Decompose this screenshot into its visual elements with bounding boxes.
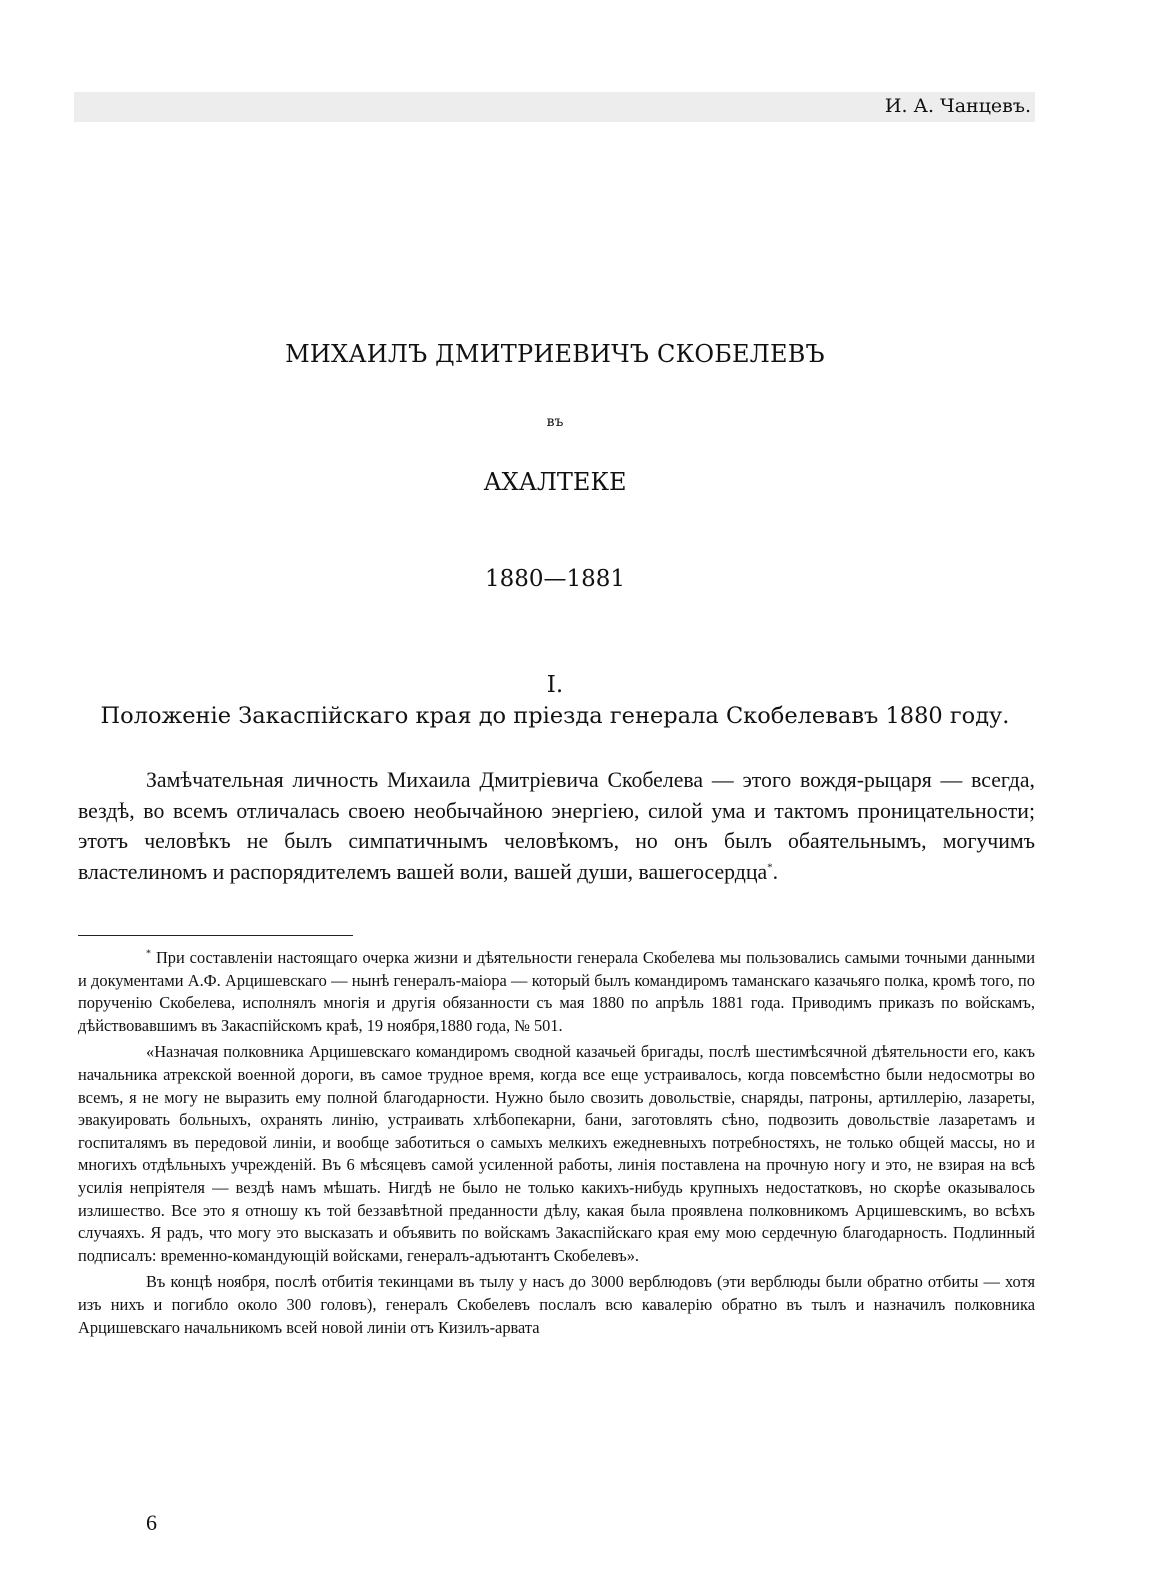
- footnote-divider: [78, 935, 353, 936]
- body-paragraph-text: Замѣчательная личность Михаила Дмитріевича Скобелева — этого вождя-рыцаря — всегда, вездѣ, во всемъ отличалась своею необычайною энергіею, силой ума и тактомъ проницательности; этотъ человѣкъ не былъ симпатичнымъ человѣкомъ, но онъ былъ обаятельнымъ, могучимъ властелиномъ и распорядителемъ вашей воли, вашей души, вашегосердца: [78, 768, 1035, 884]
- header-author: И. А. Чанцевъ.: [884, 95, 1031, 117]
- running-header: [74, 92, 1035, 122]
- footnote-mark: *: [146, 948, 151, 960]
- title-conjunction: въ: [546, 414, 564, 430]
- footnote-text: При составленіи настоящаго очерка жизни и дѣятельности генерала Скобелева мы пользовались самыми точными данными и документами А.Ф. Арцишевскаго — нынѣ генералъ-маіора — который былъ командиромъ таманскаго казачьяго полка, кромѣ того, по порученію Скобелева, исполнялъ многія и другія обязанности съ мая 1880 по апрѣль 1881 года. Приводимъ приказъ по войскамъ, дѣйствовавшимъ въ Закаспійскомъ краѣ, 19 ноября,1880 года, № 501.: [78, 948, 1035, 1035]
- footnote-paragraph: Въ концѣ ноября, послѣ отбитія текинцами въ тылу у насъ до 3000 верблюдовъ (эти верблюды были обратно отбиты — хотя изъ нихъ и погибло около 300 головъ), генералъ Скобелевъ послалъ всю кавалерію обратно въ тылъ и назначилъ полковника Арцишевскаго начальникомъ всей новой линіи отъ Кизилъ-арвата: [78, 1272, 1035, 1337]
- body-paragraph-end: .: [772, 859, 779, 884]
- footnote-paragraph: [78, 947, 1035, 1037]
- body-paragraph: [78, 765, 1035, 887]
- chapter-number: I.: [546, 672, 564, 698]
- page-number: 6: [146, 1510, 157, 1535]
- title-place: АХАЛТЕКЕ: [483, 468, 627, 496]
- chapter-title: Положеніе Закаспійскаго края до пріезда генерала Скобелевавъ 1880 году.: [100, 703, 1010, 729]
- footnotes: [78, 947, 1035, 1343]
- footnote-paragraph: «Назначая полковника Арцишевскаго командиромъ сводной казачьей бригады, послѣ шестимѣсячной дѣятельности его, какъ начальника атрекской военной дороги, въ самое трудное время, когда все еще устраивалось, когда повсемѣстно были недосмотры во всемъ, я не могу не выразить ему полной благодарности. Нужно было свозить довольствіе, снаряды, патроны, артиллерію, лазареты, эвакуировать больныхъ, охранять линію, устраивать хлѣбопекарни, бани, заготовлять сѣно, подвозить довольствіе лазаретамъ и госпиталямъ въ передовой линіи, и вообще заботиться о самыхъ мелкихъ ежедневныхъ потребностяхъ, не только общей массы, но и многихъ отдѣльныхъ учрежденій. Въ 6 мѣсяцевъ самой усиленной работы, линія поставлена на прочную ногу и это, не взирая на всѣ усилія непріятеля — вездѣ намъ мѣшать. Нигдѣ не было не только какихъ-нибудь крупныхъ недостатковъ, но скорѣе оказывалось излишество. Все это я отношу къ той беззавѣтной преданности дѣлу, какая была проявлена полковникомъ Арцишевскимъ, во всѣхъ случаяхъ. Я радъ, что могу это высказать и объявить по войскамъ Закаспійскаго края ему мою сердечную благодарность. Подлинный подписалъ: временно-командующій войсками, генералъ-адъютантъ Скобелевъ».: [78, 1042, 1035, 1265]
- footnote-reference[interactable]: *: [767, 861, 773, 874]
- title-years: 1880—1881: [484, 566, 626, 592]
- main-title: МИХАИЛЪ ДМИТРИЕВИЧЪ СКОБЕЛЕВЪ: [285, 340, 825, 368]
